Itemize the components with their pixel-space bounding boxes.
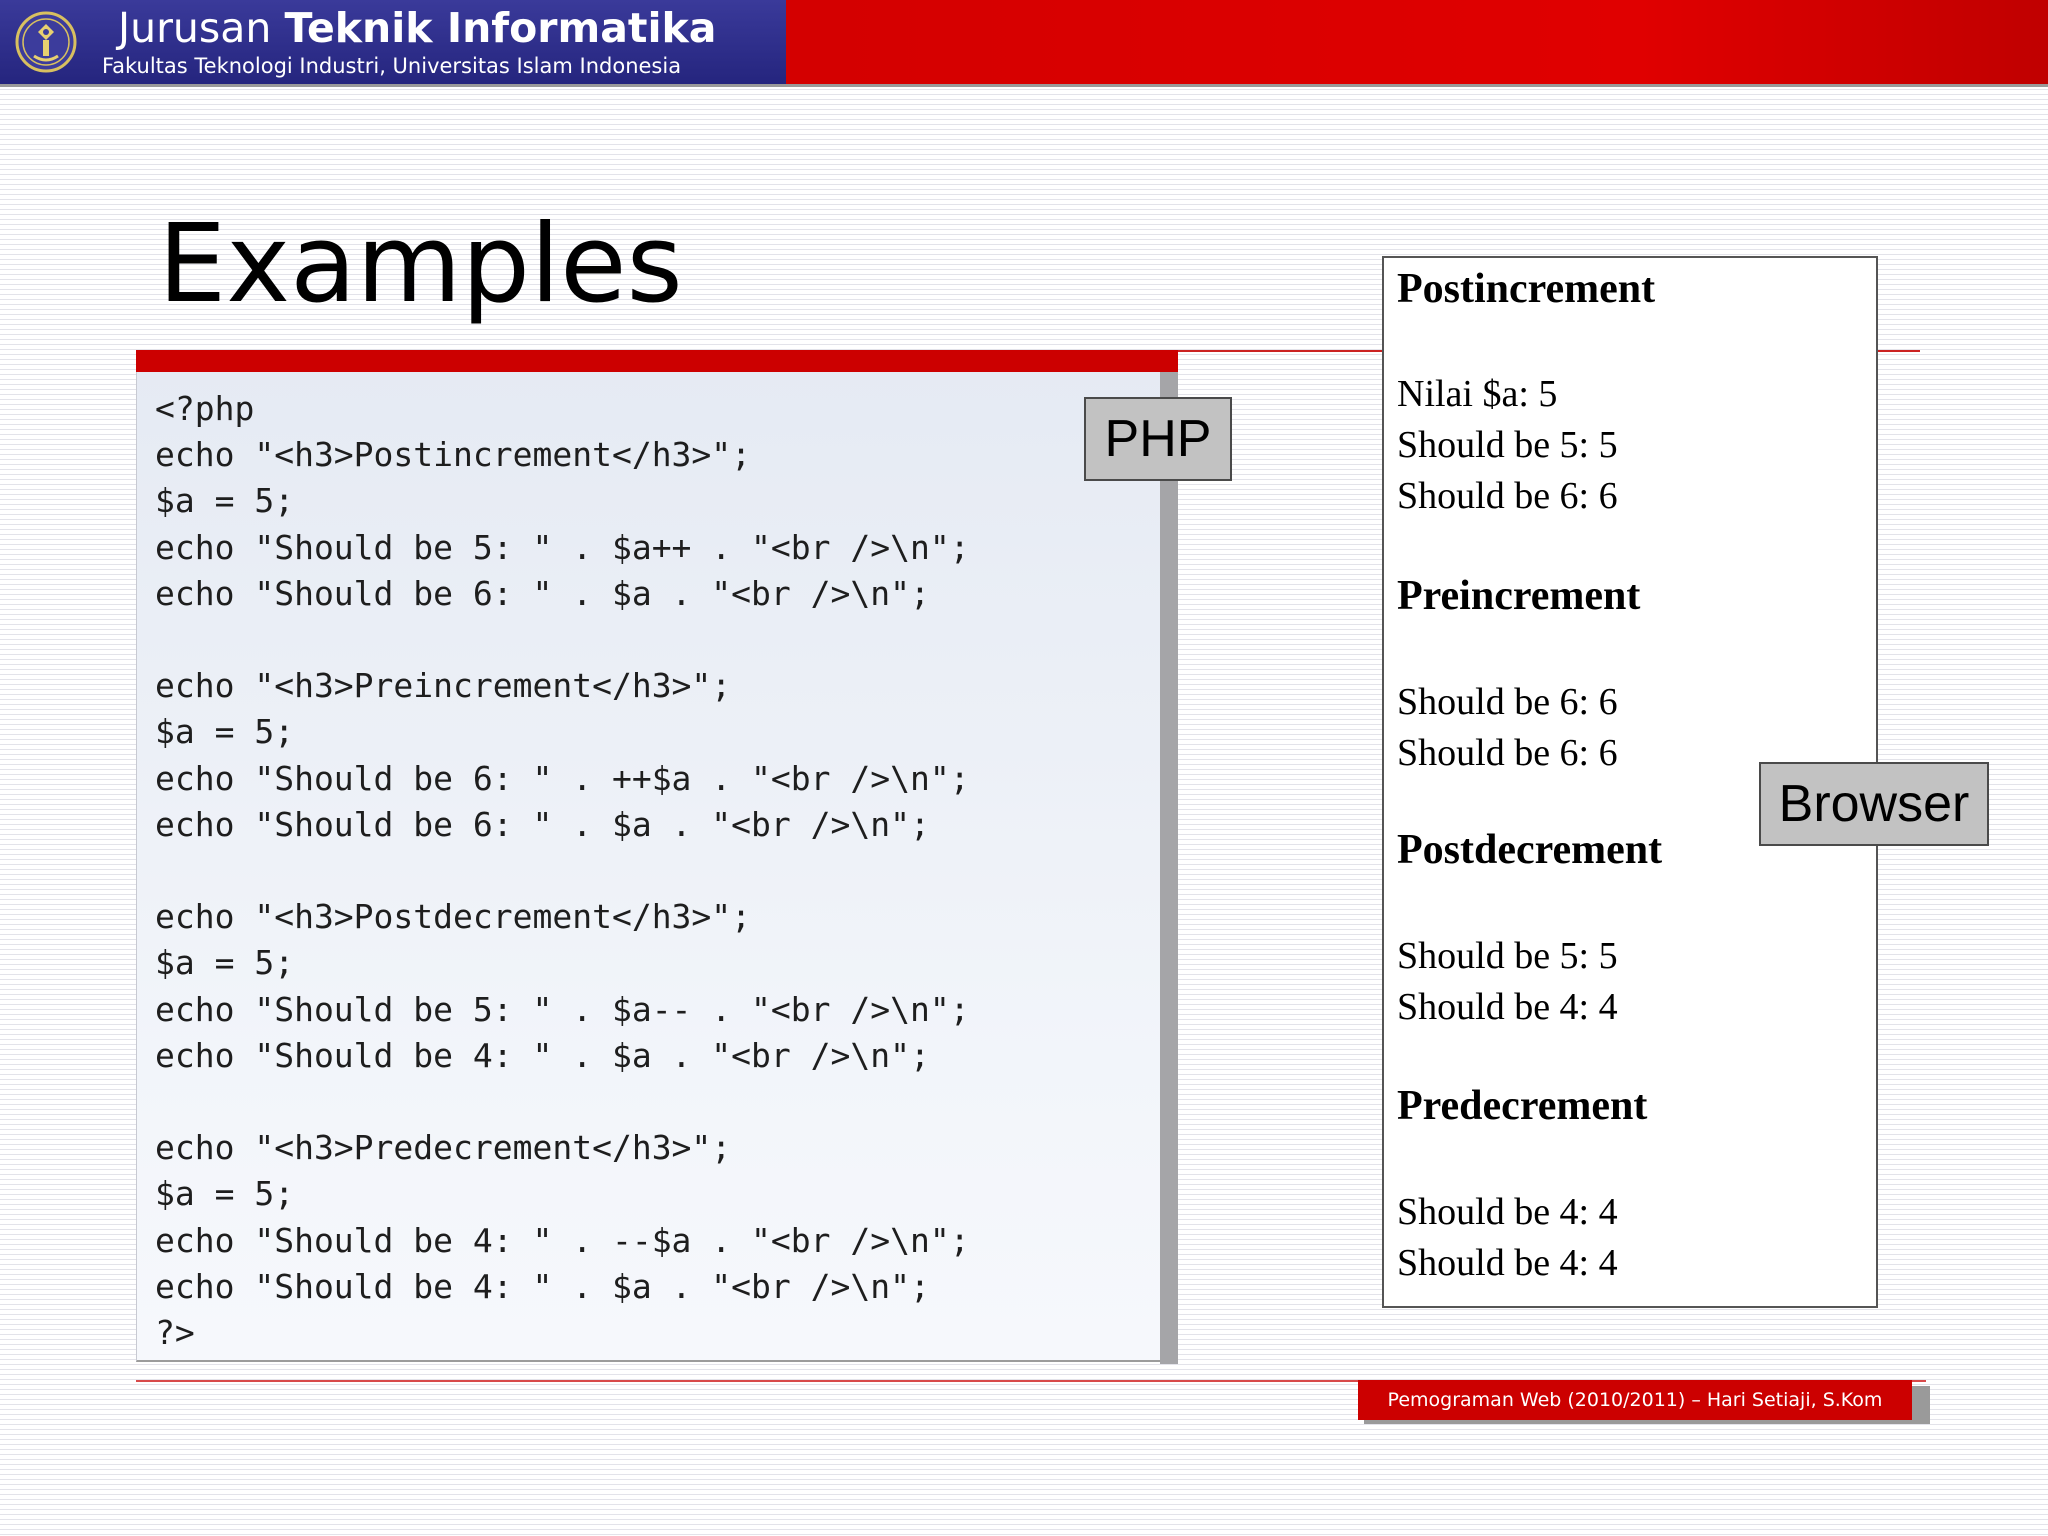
browser-label: Browser: [1759, 762, 1989, 846]
faculty-subtitle: Fakultas Teknologi Industri, Universitas Islam Indonesia: [102, 54, 682, 78]
code-line: echo "Should be 5: " . $a-- . "<br />\n";: [155, 989, 970, 1029]
output-line: Nilai $a: 5: [1397, 373, 1558, 415]
output-line: Should be 6: 6: [1397, 681, 1618, 723]
code-line: echo "Should be 6: " . ++$a . "<br />\n";: [155, 758, 970, 798]
php-code-block: [155, 386, 970, 1356]
header-divider: [0, 84, 2048, 87]
output-line: Should be 4: 4: [1397, 1191, 1618, 1233]
output-line: Should be 6: 6: [1397, 732, 1618, 774]
code-line: $a = 5;: [155, 712, 295, 752]
output-line: Should be 5: 5: [1397, 424, 1618, 466]
output-heading-preincrement: Preincrement: [1397, 573, 1641, 619]
code-line: $a = 5;: [155, 481, 295, 521]
code-line: $a = 5;: [155, 943, 295, 983]
code-line: echo "Should be 4: " . --$a . "<br />\n";: [155, 1220, 970, 1260]
php-label: PHP: [1084, 397, 1232, 481]
code-line: echo "<h3>Predecrement</h3>";: [155, 1128, 732, 1168]
university-crest-icon: [14, 10, 78, 74]
code-panel-shadow: [1160, 372, 1178, 1364]
footer-credit: Pemograman Web (2010/2011) – Hari Setiaji, S.Kom: [1358, 1380, 1912, 1420]
code-line: echo "Should be 4: " . $a . "<br />\n";: [155, 1266, 930, 1306]
code-line: echo "Should be 4: " . $a . "<br />\n";: [155, 1035, 930, 1075]
output-line: Should be 6: 6: [1397, 475, 1618, 517]
output-heading-predecrement: Predecrement: [1397, 1083, 1648, 1129]
code-line: $a = 5;: [155, 1174, 295, 1214]
code-line: echo "Should be 6: " . $a . "<br />\n";: [155, 573, 930, 613]
department-title-name: Teknik Informatika: [284, 4, 717, 52]
output-line: Should be 4: 4: [1397, 986, 1618, 1028]
code-panel-accent-bar: [136, 350, 1178, 372]
slide-title: Examples: [158, 202, 683, 327]
output-heading-postincrement: Postincrement: [1397, 266, 1656, 312]
code-line: ?>: [155, 1313, 195, 1353]
code-line: echo "<h3>Postdecrement</h3>";: [155, 897, 752, 937]
output-heading-postdecrement: Postdecrement: [1397, 827, 1663, 873]
code-line: echo "Should be 6: " . $a . "<br />\n";: [155, 804, 930, 844]
code-line: echo "<h3>Preincrement</h3>";: [155, 666, 732, 706]
code-line: echo "Should be 5: " . $a++ . "<br />\n";: [155, 527, 970, 567]
code-line: echo "<h3>Postincrement</h3>";: [155, 435, 752, 475]
department-title-prefix: Jurusan: [118, 4, 285, 52]
output-line: Should be 4: 4: [1397, 1242, 1618, 1284]
department-title: [118, 4, 716, 52]
code-line: <?php: [155, 389, 255, 428]
output-line: Should be 5: 5: [1397, 935, 1618, 977]
